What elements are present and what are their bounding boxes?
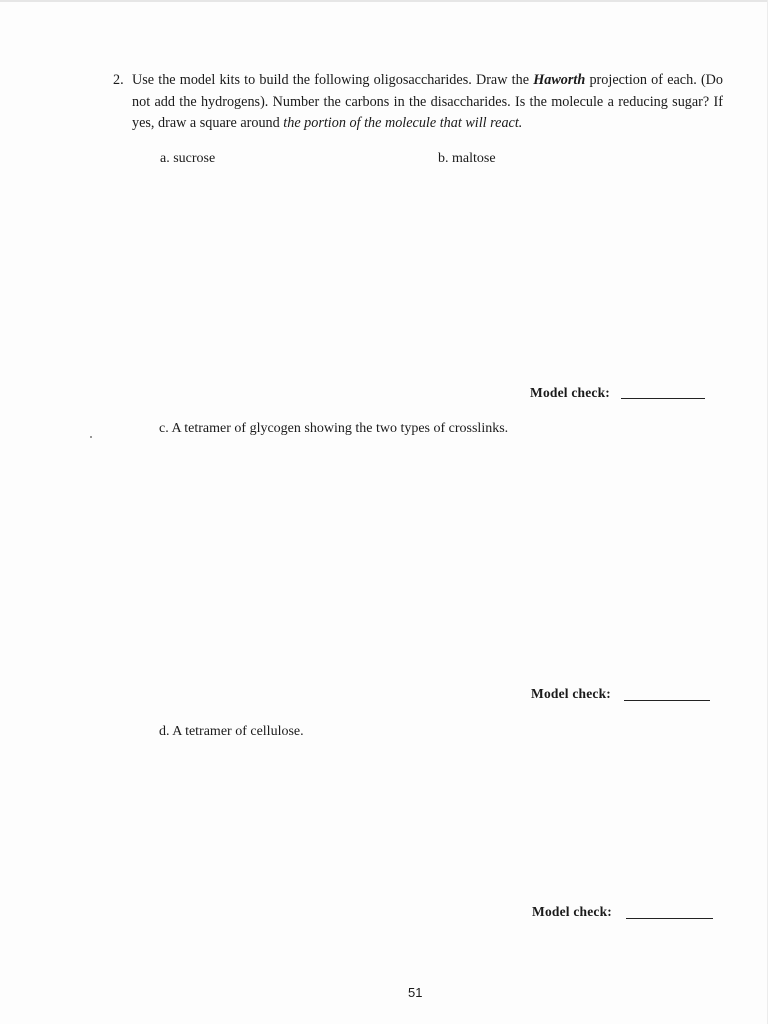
model-check-label-2: Model check: — [531, 686, 612, 701]
part-c-label: c. A tetramer of glycogen showing the two types of crosslinks. — [159, 421, 509, 436]
model-check-label-3: Model check: — [532, 904, 613, 919]
question-text-part-1: Use the model kits to build the following oligosaccharides. Draw the — [132, 72, 534, 88]
page-top-edge — [0, 0, 768, 2]
model-check-blank-2[interactable] — [624, 700, 710, 701]
question-text-haworth: Haworth — [533, 72, 586, 88]
page-number: 51 — [408, 985, 423, 1000]
part-d-label: d. A tetramer of cellulose. — [159, 724, 304, 739]
model-check-blank-1[interactable] — [621, 398, 705, 399]
question-text — [132, 70, 723, 135]
model-check-blank-3[interactable] — [626, 918, 713, 919]
model-check-label-1: Model check: — [530, 385, 611, 400]
question-text-part-2: projection of each. (Do not add the hydrogens). Number the carbons in the disaccharides. Is the molecule a reducing sugar? If yes, draw a square around — [132, 72, 724, 131]
scan-speck — [90, 436, 92, 438]
question-number: 2. — [113, 72, 124, 88]
question-2 — [113, 70, 723, 135]
part-b-label: b. maltose — [438, 151, 496, 166]
part-a-label: a. sucrose — [160, 151, 216, 166]
question-text-italic: the portion of the molecule that will react. — [283, 115, 523, 131]
